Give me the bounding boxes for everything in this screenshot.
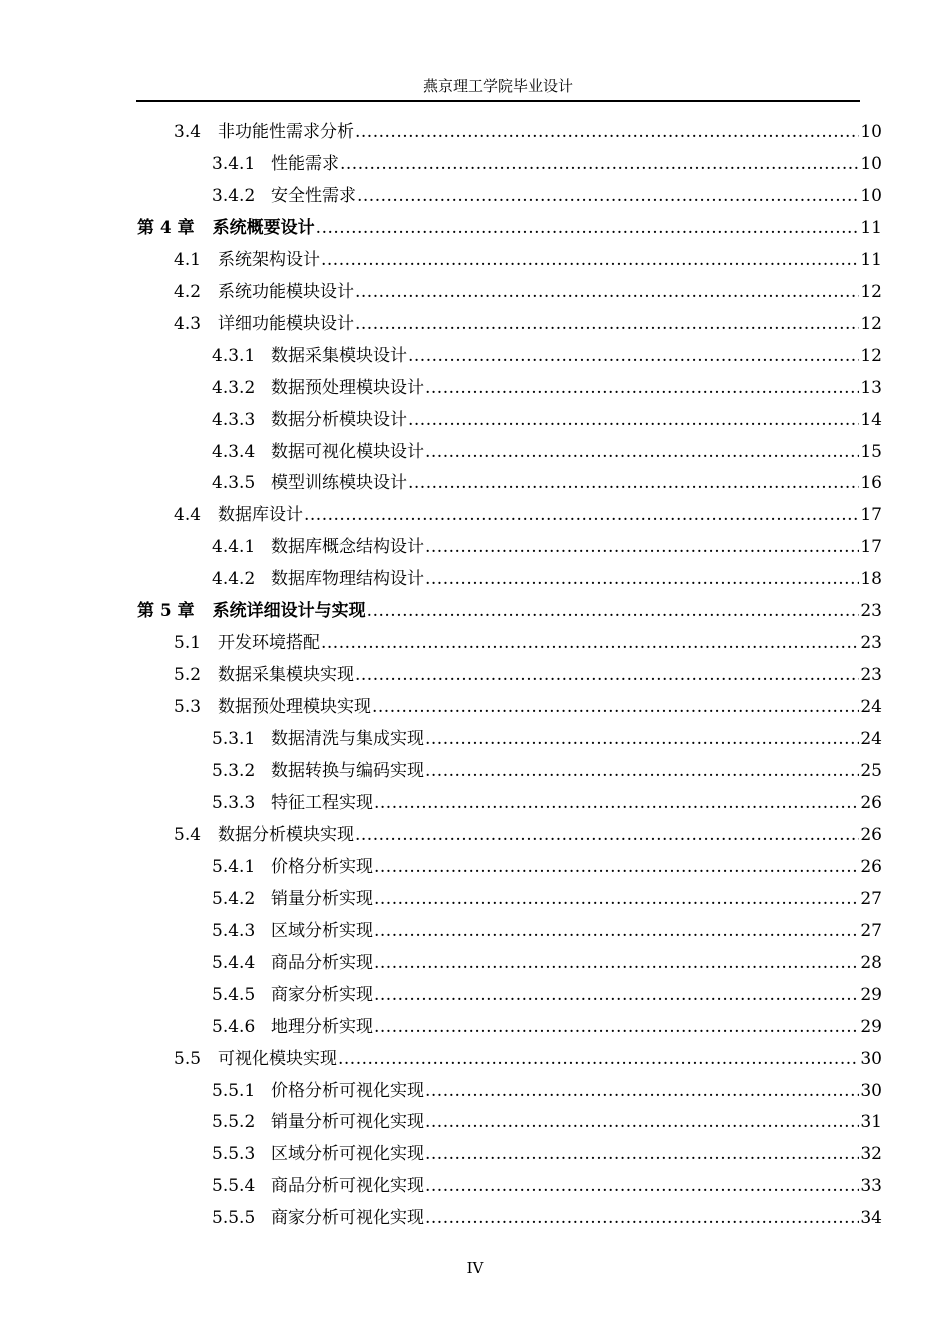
toc-dot-leader	[425, 436, 859, 468]
toc-entry[interactable]	[212, 883, 882, 915]
toc-entry-title: 系统功能模块设计	[218, 281, 354, 302]
toc-entry[interactable]	[212, 1202, 882, 1234]
toc-entry[interactable]	[212, 1170, 882, 1202]
toc-entry-number: 第 4 章	[137, 217, 195, 238]
toc-entry-title: 数据库概念结构设计	[271, 537, 424, 558]
toc-entry[interactable]	[174, 627, 882, 659]
toc-entry[interactable]	[212, 979, 882, 1011]
toc-entry[interactable]	[212, 851, 882, 883]
toc-dot-leader	[425, 755, 859, 787]
toc-dot-leader	[355, 276, 859, 308]
toc-entry-page: 13	[860, 377, 882, 398]
toc-dot-leader	[357, 180, 859, 212]
toc-entry-number: 5.5.5	[212, 1208, 256, 1229]
toc-entry-title: 数据采集模块实现	[218, 665, 354, 686]
toc-entry-number: 5.4.5	[212, 984, 256, 1005]
toc-dot-leader	[425, 723, 859, 755]
toc-dot-leader	[425, 531, 859, 563]
toc-entry[interactable]	[212, 404, 882, 436]
toc-entry-title: 非功能性需求分析	[218, 122, 354, 142]
toc-entry-number: 4.3.3	[212, 409, 256, 430]
toc-entry-title: 销量分析可视化实现	[271, 1112, 424, 1133]
toc-dot-leader	[408, 404, 859, 436]
toc-entry-title: 价格分析可视化实现	[271, 1080, 424, 1101]
toc-entry-page: 12	[860, 281, 882, 302]
toc-entry-number: 5.4.4	[212, 952, 256, 973]
toc-dot-leader	[408, 467, 859, 499]
toc-entry-number: 4.3.5	[212, 473, 256, 494]
toc-dot-leader	[374, 947, 859, 979]
toc-entry-page: 30	[860, 1048, 882, 1069]
toc-entry-number: 4.4	[174, 505, 202, 526]
toc-entry[interactable]	[174, 691, 882, 723]
toc-entry-page: 10	[860, 153, 882, 174]
toc-dot-leader	[425, 372, 859, 404]
toc-dot-leader	[374, 883, 859, 915]
toc-entry-number: 4.1	[174, 249, 202, 270]
toc-dot-leader	[338, 1043, 859, 1075]
toc-entry[interactable]	[174, 499, 882, 531]
toc-entry-number: 4.2	[174, 281, 202, 302]
toc-entry[interactable]	[212, 1106, 882, 1138]
toc-entry-title: 数据分析模块设计	[271, 409, 407, 430]
toc-entry-number: 5.3.3	[212, 792, 256, 813]
toc-entry-number: 4.3	[174, 313, 202, 334]
toc-entry-title: 商品分析可视化实现	[271, 1176, 424, 1197]
toc-entry[interactable]	[212, 787, 882, 819]
toc-entry-title: 区域分析可视化实现	[271, 1144, 424, 1165]
toc-entry-title: 数据可视化模块设计	[271, 441, 424, 462]
toc-entry[interactable]	[212, 531, 882, 563]
toc-entry-title: 区域分析实现	[271, 920, 373, 941]
toc-entry-title: 特征工程实现	[271, 792, 373, 813]
toc-entry[interactable]	[137, 212, 882, 244]
toc-entry-number: 5.5.4	[212, 1176, 256, 1197]
toc-entry-number: 5.5.3	[212, 1144, 256, 1165]
toc-entry[interactable]	[174, 659, 882, 691]
toc-entry[interactable]	[212, 436, 882, 468]
toc-entry-title: 数据清洗与集成实现	[271, 729, 424, 750]
toc-entry[interactable]	[212, 372, 882, 404]
toc-entry-page: 18	[860, 569, 882, 590]
toc-entry-title: 性能需求	[271, 153, 339, 174]
toc-dot-leader	[355, 659, 859, 691]
toc-entry-page: 11	[860, 249, 882, 270]
toc-entry-title: 系统架构设计	[218, 249, 320, 270]
toc-entry[interactable]	[174, 308, 882, 340]
toc-entry-page: 25	[860, 761, 882, 781]
toc-entry-title: 系统详细设计与实现	[212, 601, 366, 622]
toc-entry-page: 26	[860, 824, 882, 845]
toc-entry[interactable]	[212, 467, 882, 499]
toc-entry[interactable]	[212, 755, 882, 787]
toc-dot-leader	[425, 1106, 859, 1138]
toc-entry[interactable]	[212, 1138, 882, 1170]
toc-entry-title: 开发环境搭配	[218, 633, 320, 654]
toc-dot-leader	[355, 116, 859, 148]
toc-entry-number: 5.5.2	[212, 1112, 256, 1133]
toc-entry-page: 34	[860, 1208, 882, 1229]
toc-entry-number: 4.4.2	[212, 569, 256, 590]
toc-entry[interactable]	[212, 947, 882, 979]
toc-entry-title: 可视化模块实现	[218, 1048, 337, 1069]
toc-entry-page: 12	[860, 313, 882, 334]
toc-entry-page: 26	[860, 792, 882, 813]
toc-entry[interactable]	[212, 148, 882, 180]
toc-entry-title: 商品分析实现	[271, 952, 373, 973]
toc-entry-number: 4.3.2	[212, 377, 256, 398]
toc-entry-title: 价格分析实现	[271, 856, 373, 877]
toc-dot-leader	[367, 595, 860, 627]
toc-entry[interactable]	[212, 1011, 882, 1043]
toc-entry-number: 5.3.1	[212, 729, 256, 750]
toc-entry-page: 27	[860, 920, 882, 941]
toc-dot-leader	[355, 308, 859, 340]
toc-entry-page: 24	[860, 697, 882, 718]
toc-dot-leader	[374, 915, 859, 947]
toc-entry-page: 16	[860, 473, 882, 494]
toc-dot-leader	[425, 1170, 859, 1202]
toc-entry-page: 28	[860, 952, 882, 973]
toc-entry-number: 第 5 章	[137, 601, 195, 622]
toc-entry-page: 30	[860, 1080, 882, 1101]
toc-entry-title: 模型训练模块设计	[271, 473, 407, 494]
toc-entry-page: 11	[860, 217, 882, 238]
toc-entry[interactable]	[212, 1075, 882, 1107]
toc-dot-leader	[372, 691, 859, 723]
toc-entry-page: 14	[860, 409, 882, 430]
toc-dot-leader	[355, 819, 859, 851]
toc-dot-leader	[408, 340, 859, 372]
toc-entry[interactable]	[137, 595, 882, 627]
toc-dot-leader	[425, 563, 859, 595]
toc-entry-page: 23	[860, 601, 882, 622]
toc-dot-leader	[304, 499, 859, 531]
toc-entry-title: 销量分析实现	[271, 888, 373, 909]
toc-entry-number: 3.4	[174, 122, 202, 142]
toc-entry[interactable]	[212, 180, 882, 212]
toc-entry-page: 24	[860, 729, 882, 750]
toc-entry-title: 详细功能模块设计	[218, 313, 354, 334]
toc-dot-leader	[374, 787, 859, 819]
toc-entry-page: 10	[860, 185, 882, 206]
toc-entry[interactable]	[174, 1043, 882, 1075]
toc-entry-title: 商家分析实现	[271, 984, 373, 1005]
toc-entry-page: 31	[860, 1112, 882, 1133]
toc-entry-page: 29	[860, 1016, 882, 1037]
toc-dot-leader	[316, 212, 860, 244]
toc-entry-page: 32	[860, 1144, 882, 1165]
toc-entry[interactable]	[174, 276, 882, 308]
toc-entry-number: 3.4.1	[212, 153, 256, 174]
toc-entry[interactable]	[174, 819, 882, 851]
toc-dot-leader	[425, 1075, 859, 1107]
toc-entry-number: 5.4.6	[212, 1016, 256, 1037]
toc-entry-page: 15	[860, 441, 882, 462]
toc-entry-title: 数据预处理模块实现	[218, 697, 371, 718]
page-header: 燕京理工学院毕业设计	[422, 77, 573, 95]
toc-entry-page: 23	[860, 665, 882, 686]
toc-entry-number: 5.4.1	[212, 856, 256, 877]
toc-entry-number: 5.4.3	[212, 920, 256, 941]
toc-entry-number: 5.5	[174, 1048, 202, 1069]
toc-entry-page: 17	[860, 537, 882, 558]
header-rule	[136, 100, 860, 102]
toc-entry-page: 27	[860, 888, 882, 909]
toc-entry-title: 地理分析实现	[271, 1016, 373, 1037]
toc-entry-number: 3.4.2	[212, 185, 256, 206]
toc-entry-number: 5.1	[174, 633, 202, 654]
toc-entry-title: 数据转换与编码实现	[271, 761, 424, 781]
toc-entry-number: 4.4.1	[212, 537, 256, 558]
toc-entry-number: 5.4.2	[212, 888, 256, 909]
toc-dot-leader	[374, 1011, 859, 1043]
toc-entry-title: 数据预处理模块设计	[271, 377, 424, 398]
toc-entry-title: 系统概要设计	[212, 217, 315, 238]
toc-entry-number: 5.2	[174, 665, 202, 686]
toc-dot-leader	[425, 1138, 859, 1170]
toc-entry-title: 安全性需求	[271, 185, 356, 206]
toc-entry-number: 4.3.1	[212, 345, 256, 366]
toc-entry-page: 26	[860, 856, 882, 877]
toc-entry-number: 5.3	[174, 697, 202, 718]
toc-entry-title: 数据库设计	[218, 505, 303, 526]
page-number: IV	[466, 1259, 484, 1277]
toc-entry-page: 23	[860, 633, 882, 654]
toc-entry[interactable]	[174, 116, 882, 148]
toc-entry[interactable]	[212, 915, 882, 947]
toc-dot-leader	[374, 851, 859, 883]
toc-dot-leader	[321, 627, 859, 659]
toc-entry-title: 数据库物理结构设计	[271, 569, 424, 590]
toc-entry-title: 数据分析模块实现	[218, 824, 354, 845]
toc-entry-number: 5.3.2	[212, 761, 256, 781]
toc-dot-leader	[425, 1202, 859, 1234]
toc-entry-number: 5.4	[174, 824, 202, 845]
toc-entry-title: 商家分析可视化实现	[271, 1208, 424, 1229]
toc-entry-page: 10	[860, 122, 882, 142]
toc-entry-page: 33	[860, 1176, 882, 1197]
toc-entry[interactable]	[212, 723, 882, 755]
toc-entry-number: 5.5.1	[212, 1080, 256, 1101]
toc-entry-title: 数据采集模块设计	[271, 345, 407, 366]
toc-entry[interactable]	[212, 340, 882, 372]
toc-entry-page: 17	[860, 505, 882, 526]
toc-dot-leader	[374, 979, 859, 1011]
toc-entry-page: 29	[860, 984, 882, 1005]
toc-dot-leader	[321, 244, 859, 276]
toc-entry-number: 4.3.4	[212, 441, 256, 462]
toc-dot-leader	[340, 148, 859, 180]
toc-entry[interactable]	[174, 244, 882, 276]
toc-entry[interactable]	[212, 563, 882, 595]
toc-entry-page: 12	[860, 345, 882, 366]
